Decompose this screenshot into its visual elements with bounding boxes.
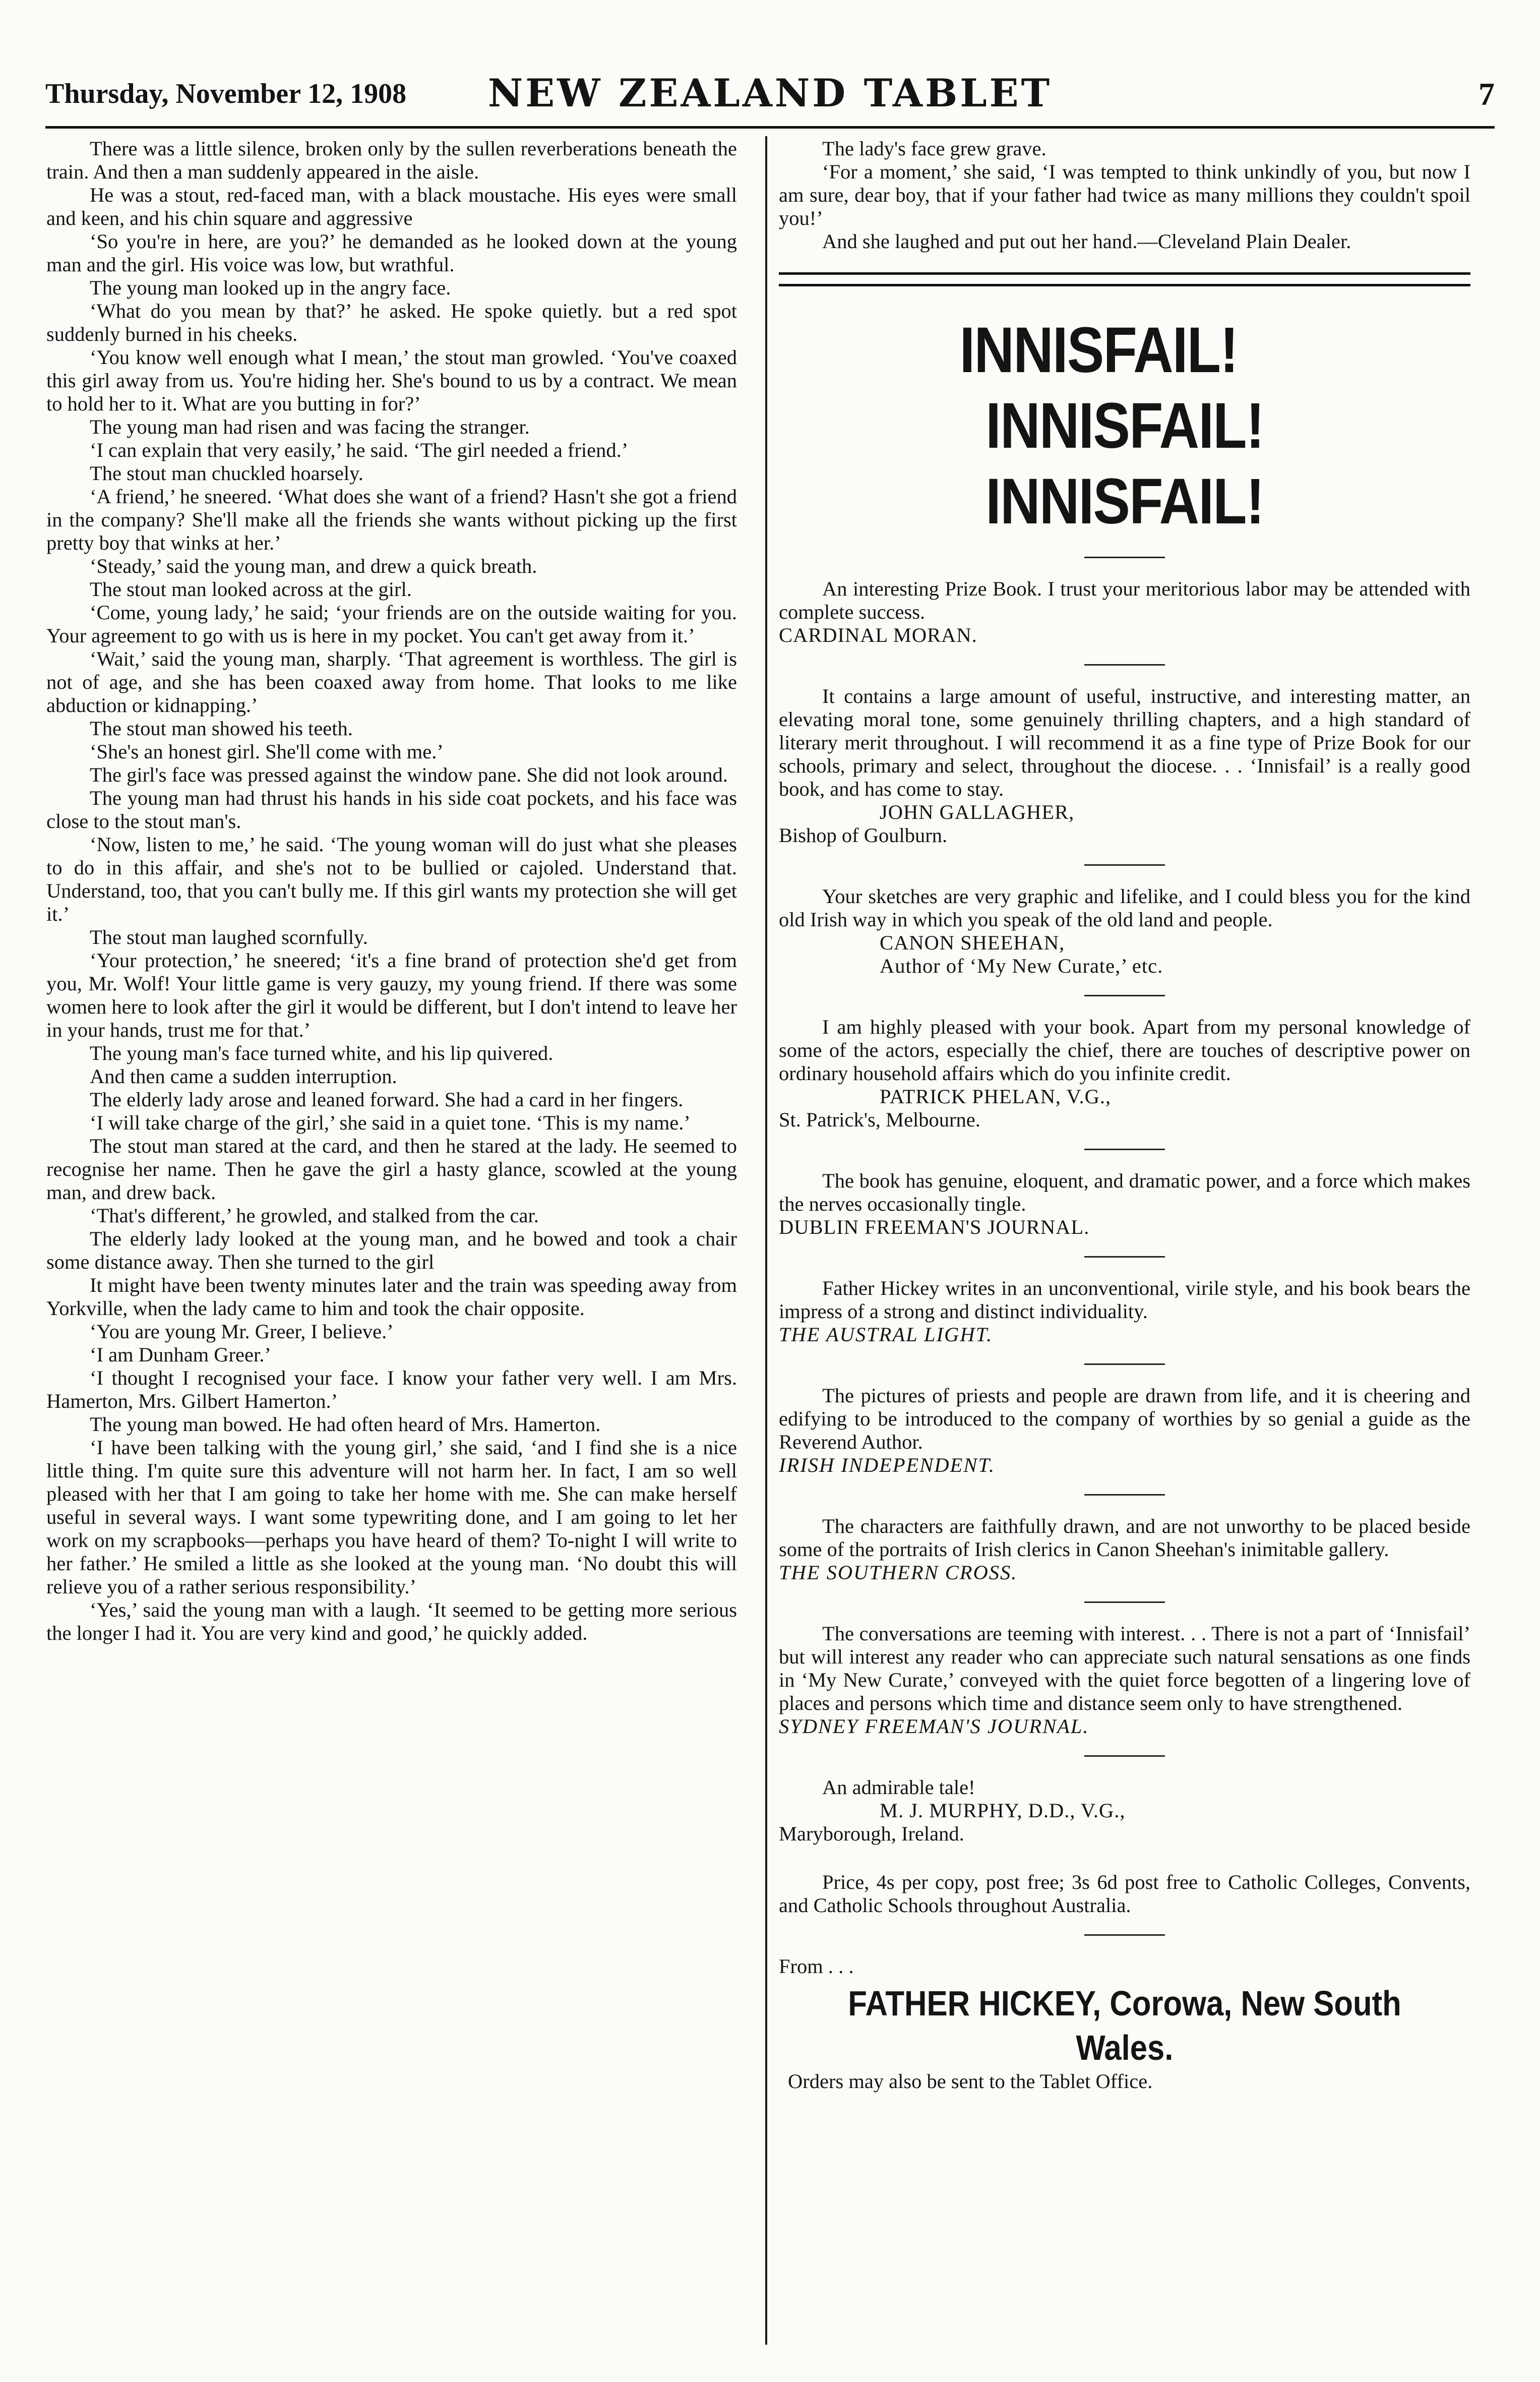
story-paragraph: ‘That's different,’ he growled, and stalked from the car. (90, 1204, 539, 1227)
testimonial-signature: JOHN GALLAGHER, (880, 801, 1075, 823)
testimonial-signature: THE SOUTHERN CROSS. (779, 1561, 1018, 1584)
story-paragraph: ‘I have been talking with the young girl,’ she said, ‘and I find she is a nice little thing. I'm quite sure this adventure will not harm her. In fact, I am so well pleased with her that I am going to take her home with me. She can make herself useful in several ways. I want some typewriting done, and I am going to let her work on my scrapbooks—perhaps you have heard of them? To-night I will write to her father.’ He smiled a little as she looked at the young man. ‘No doubt this will relieve you of a rather serious responsibility.’ (46, 1436, 737, 1598)
story-ending-paragraph: ‘For a moment,’ she said, ‘I was tempted to think unkindly of you, but now I am sure, dear boy, that if your father had twice as many millions they couldn't spoil you!’ (779, 160, 1470, 229)
story-paragraph: And then came a sudden interruption. (90, 1065, 397, 1088)
right-column (779, 137, 1470, 2093)
story-ending-paragraph: And she laughed and put out her hand.—Cleveland Plain Dealer. (822, 230, 1351, 253)
testimonial-signature-title: St. Patrick's, Melbourne. (779, 1108, 980, 1131)
story-paragraph: ‘Wait,’ said the young man, sharply. ‘That agreement is worthless. The girl is not of age, and she has been coaxed away from home. That looks to me like abduction or kidnapping.’ (46, 647, 737, 717)
newspaper-title: NEW ZEALAND TABLET (487, 71, 1053, 115)
story-paragraph: ‘So you're in here, are you?’ he demanded as he looked down at the young man and the girl. His voice was low, but wrathful. (46, 230, 737, 276)
orders-note: Orders may also be sent to the Tablet Office. (788, 2070, 1153, 2093)
testimonial-text: An admirable tale! (822, 1776, 975, 1799)
page-number: 7 (1479, 76, 1495, 112)
story-paragraph: The girl's face was pressed against the window pane. She did not look around. (90, 763, 728, 786)
testimonial-signature: DUBLIN FREEMAN'S JOURNAL. (779, 1216, 1090, 1238)
short-rule (1084, 1934, 1165, 1936)
story-paragraph: ‘You know well enough what I mean,’ the stout man growled. ‘You've coaxed this girl away from us. You're hiding her. She's bound to us by a contract. We mean to hold her to it. What are you butting in for?’ (46, 346, 737, 415)
story-paragraph: The young man's face turned white, and his lip quivered. (90, 1042, 553, 1064)
story-paragraph: The stout man laughed scornfully. (90, 926, 368, 948)
testimonial-text: It contains a large amount of useful, instructive, and interesting matter, an elevating moral tone, some genuinely thrilling chapters, and a high standard of literary merit throughout. I will recommend it as a fine type of Prize Book for our schools, primary and select, throughout the diocese. . . ‘Innisfail’ is a really good book, and has come to stay. (779, 685, 1470, 800)
short-rule (1084, 1149, 1165, 1150)
author-address: FATHER HICKEY, Corowa, New South Wales. (848, 1984, 1401, 2067)
testimonial-signature: IRISH INDEPENDENT. (779, 1454, 995, 1476)
short-rule (1084, 995, 1165, 996)
story-paragraph: The young man had risen and was facing the stranger. (90, 415, 530, 438)
story-paragraph: The stout man stared at the card, and then he stared at the lady. He seemed to recognise her name. Then he gave the girl a hasty glance, scowled at the young man, and drew back. (46, 1135, 737, 1204)
story-paragraph: ‘Your protection,’ he sneered; ‘it's a fine brand of protection she'd get from you, Mr. Wolf! Your little game is very gauzy, my young friend. If there was some women here to look after the girl it would be different, but I don't intend to leave her in your hands, trust me for that.’ (46, 949, 737, 1041)
ad-headline-word: INNISFAIL! (959, 314, 1238, 386)
story-paragraph: The stout man looked across at the girl. (90, 578, 412, 601)
story-paragraph: The young man bowed. He had often heard of Mrs. Hamerton. (90, 1413, 601, 1436)
story-paragraph: The stout man chuckled hoarsely. (90, 462, 363, 485)
price-notice: Price, 4s per copy, post free; 3s 6d post free to Catholic Colleges, Convents, and Catholic Schools throughout Australia. (779, 1871, 1470, 1917)
testimonial-text: An interesting Prize Book. I trust your meritorious labor may be attended with complete success. (779, 577, 1470, 623)
story-paragraph: ‘She's an honest girl. She'll come with me.’ (90, 740, 444, 763)
header-rule (45, 126, 1495, 129)
testimonial-text: The book has genuine, eloquent, and dramatic power, and a force which makes the nerves occasionally tingle. (779, 1169, 1470, 1215)
ad-headline-top (827, 313, 1422, 464)
testimonial-signature: THE AUSTRAL LIGHT. (779, 1323, 993, 1346)
testimonial-signature: PATRICK PHELAN, V.G., (880, 1085, 1112, 1108)
short-rule (1084, 1363, 1165, 1365)
short-rule (1084, 1601, 1165, 1603)
testimonial-text: The conversations are teeming with interest. . . There is not a part of ‘Innisfail’ but will interest any reader who can appreciate such natural sensations as one finds in ‘My New Curate,’ conveyed with the quiet force begotten of a lingering love of places and persons which time and distance seem only to have strengthened. (779, 1622, 1470, 1714)
story-paragraph: ‘Now, listen to me,’ he said. ‘The young woman will do just what she pleases to do in this affair, and she's not to be bullied or cajoled. Understand that. Understand, too, that you can't bully me. If this girl wants my protection she will get it.’ (46, 833, 737, 925)
testimonial-text: Your sketches are very graphic and lifelike, and I could bless you for the kind old Irish way in which you speak of the old land and people. (779, 885, 1470, 931)
page-header (45, 71, 1495, 121)
story-paragraph: ‘I am Dunham Greer.’ (90, 1343, 271, 1366)
testimonial-signature-title: Bishop of Goulburn. (779, 824, 948, 847)
issue-date: Thursday, November 12, 1908 (45, 78, 407, 109)
story-paragraph: ‘Come, young lady,’ he said; ‘your friends are on the outside waiting for you. Your agreement to go with us is here in my pocket. You can't get away from it.’ (46, 601, 737, 647)
story-paragraph: The elderly lady arose and leaned forward. She had a card in her fingers. (90, 1088, 684, 1111)
testimonial-text: The pictures of priests and people are drawn from life, and it is cheering and edifying to be introduced to the company of worthies by so genial a guide as the Reverend Author. (779, 1384, 1470, 1453)
story-paragraph: ‘I can explain that very easily,’ he said. ‘The girl needed a friend.’ (90, 439, 629, 461)
story-paragraph: The young man looked up in the angry face. (90, 276, 451, 299)
testimonial-signature: SYDNEY FREEMAN'S JOURNAL. (779, 1715, 1089, 1738)
testimonial-text: The characters are faithfully drawn, and are not unworthy to be placed beside some of the portraits of Irish clerics in Canon Sheehan's inimitable gallery. (779, 1515, 1470, 1561)
ad-headline-bottom: INNISFAIL! (985, 465, 1264, 538)
story-ending-paragraph: The lady's face grew grave. (822, 137, 1046, 160)
testimonial-signature: CANON SHEEHAN, (880, 931, 1065, 954)
column-divider (765, 136, 767, 2345)
short-rule (1084, 1256, 1165, 1258)
story-paragraph: The elderly lady looked at the young man, and he bowed and took a chair some distance away. Then she turned to the girl (46, 1227, 737, 1273)
story-paragraph: ‘I will take charge of the girl,’ she said in a quiet tone. ‘This is my name.’ (90, 1111, 691, 1134)
story-paragraph: ‘Yes,’ said the young man with a laugh. ‘It seemed to be getting more serious the longer I had it. You are very kind and good,’ he quickly added. (46, 1598, 737, 1644)
short-rule (1084, 557, 1165, 558)
short-rule (1084, 864, 1165, 866)
short-rule (1084, 1494, 1165, 1496)
testimonial-signature-title: Author of ‘My New Curate,’ etc. (880, 955, 1163, 977)
story-column (46, 137, 737, 1645)
story-paragraph: The young man had thrust his hands in his side coat pockets, and his face was close to the stout man's. (46, 787, 737, 832)
story-paragraph: ‘Steady,’ said the young man, and drew a quick breath. (90, 555, 537, 577)
short-rule (1084, 664, 1165, 666)
testimonial-signature-title: Maryborough, Ireland. (779, 1822, 964, 1845)
testimonial-text: I am highly pleased with your book. Apart from my personal knowledge of some of the actors, especially the chief, there are touches of descriptive power on ordinary household affairs which do you infinite credit. (779, 1016, 1470, 1085)
story-paragraph: The stout man showed his teeth. (90, 717, 353, 740)
testimonial-text: Father Hickey writes in an unconventional, virile style, and his book bears the impress of a strong and distinct individuality. (779, 1277, 1470, 1323)
story-paragraph: There was a little silence, broken only by the sullen reverberations beneath the train. And then a man suddenly appeared in the aisle. (46, 137, 737, 183)
short-rule (1084, 1755, 1165, 1757)
testimonial-signature: CARDINAL MORAN. (779, 624, 977, 646)
story-paragraph: It might have been twenty minutes later and the train was speeding away from Yorkville, when the lady came to him and took the chair opposite. (46, 1274, 737, 1320)
story-paragraph: ‘What do you mean by that?’ he asked. He spoke quietly. but a red spot suddenly burned in his cheeks. (46, 300, 737, 345)
ad-headline-word: INNISFAIL! (985, 390, 1264, 462)
story-paragraph: He was a stout, red-faced man, with a black moustache. His eyes were small and keen, and his chin square and aggressive (46, 184, 737, 229)
testimonial-signature: M. J. MURPHY, D.D., V.G., (880, 1799, 1126, 1822)
story-paragraph: ‘I thought I recognised your face. I know your father very well. I am Mrs. Hamerton, Mrs. Gilbert Hamerton.’ (46, 1366, 737, 1412)
story-paragraph: ‘You are young Mr. Greer, I believe.’ (90, 1320, 394, 1343)
story-paragraph: ‘A friend,’ he sneered. ‘What does she want of a friend? Hasn't she got a friend in the company? She'll make all the friends she wants without picking up the first pretty boy that winks at her.’ (46, 485, 737, 554)
section-double-rule (779, 272, 1470, 286)
from-label: From . . . (779, 1955, 854, 1978)
